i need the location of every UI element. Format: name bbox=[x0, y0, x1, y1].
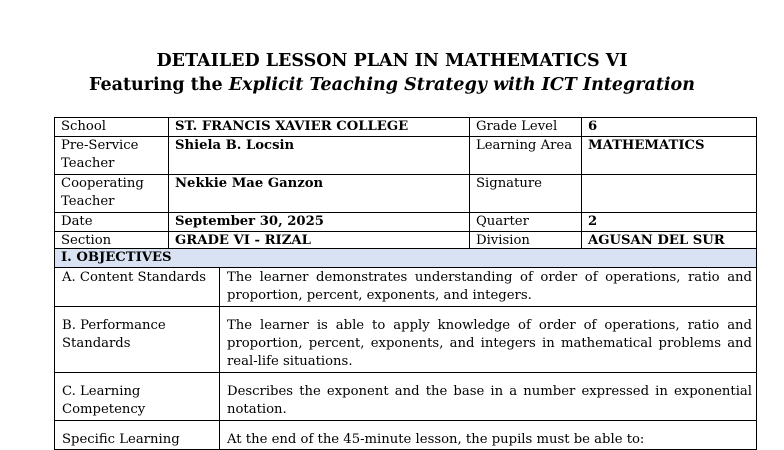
objectives-table bbox=[54, 248, 757, 450]
date-value: September 30, 2025 bbox=[169, 213, 470, 232]
performance-standards-text: The learner is able to apply knowledge of order of operations, ratio and proportion, percent, exponents, and integers in mathematical problems and real-life situations. bbox=[220, 307, 757, 373]
section-value: GRADE VI - RIZAL bbox=[169, 232, 470, 251]
objectives-header-row bbox=[55, 249, 757, 268]
preservice-teacher-label: Pre-Service Teacher bbox=[55, 137, 169, 175]
specific-learning-label: Specific Learning bbox=[55, 421, 220, 450]
title-line-1: DETAILED LESSON PLAN IN MATHEMATICS VI bbox=[156, 51, 628, 71]
row-cooperating bbox=[55, 175, 757, 213]
signature-value[interactable] bbox=[582, 175, 757, 213]
content-standards-label: A. Content Standards bbox=[55, 268, 220, 307]
row-specific-learning bbox=[55, 421, 757, 450]
title-line-2-prefix: Featuring the bbox=[89, 75, 229, 95]
learning-competency-label: C. Learning Competency bbox=[55, 373, 220, 421]
objectives-header: I. OBJECTIVES bbox=[55, 249, 757, 268]
section-label: Section bbox=[55, 232, 169, 251]
row-performance-standards bbox=[55, 307, 757, 373]
cooperating-teacher-label: Cooperating Teacher bbox=[55, 175, 169, 213]
date-label: Date bbox=[55, 213, 169, 232]
school-value: ST. FRANCIS XAVIER COLLEGE bbox=[169, 118, 470, 137]
lesson-info-table bbox=[54, 117, 757, 251]
division-value: AGUSAN DEL SUR bbox=[582, 232, 757, 251]
learning-area-label: Learning Area bbox=[470, 137, 582, 175]
school-label: School bbox=[55, 118, 169, 137]
title-line-2 bbox=[0, 73, 784, 97]
row-date bbox=[55, 213, 757, 232]
performance-standards-label: B. Performance Standards bbox=[55, 307, 220, 373]
quarter-label: Quarter bbox=[470, 213, 582, 232]
grade-level-value: 6 bbox=[582, 118, 757, 137]
row-learning-competency bbox=[55, 373, 757, 421]
grade-level-label: Grade Level bbox=[470, 118, 582, 137]
learning-area-value: MATHEMATICS bbox=[582, 137, 757, 175]
learning-competency-text: Describes the exponent and the base in a number expressed in exponential notation. bbox=[220, 373, 757, 421]
quarter-value: 2 bbox=[582, 213, 757, 232]
signature-label: Signature bbox=[470, 175, 582, 213]
row-school bbox=[55, 118, 757, 137]
preservice-teacher-value: Shiela B. Locsin bbox=[169, 137, 470, 175]
specific-learning-text: At the end of the 45-minute lesson, the pupils must be able to: bbox=[220, 421, 757, 450]
row-content-standards bbox=[55, 268, 757, 307]
division-label: Division bbox=[470, 232, 582, 251]
row-preservice bbox=[55, 137, 757, 175]
cooperating-teacher-value: Nekkie Mae Ganzon bbox=[169, 175, 470, 213]
title-line-2-italic: Explicit Teaching Strategy with ICT Integration bbox=[228, 75, 695, 95]
document-title bbox=[0, 49, 784, 97]
content-standards-text: The learner demonstrates understanding of order of operations, ratio and proportion, percent, exponents, and integers. bbox=[220, 268, 757, 307]
